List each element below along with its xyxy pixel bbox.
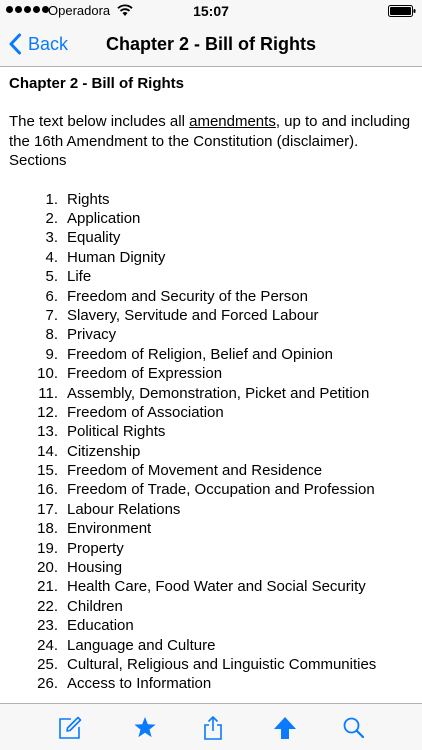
section-title-link[interactable]: Freedom of Expression xyxy=(67,365,223,383)
section-title-link[interactable]: Freedom of Religion, Belief and Opinion xyxy=(67,345,333,363)
section-number: 4. xyxy=(45,248,58,266)
section-title-link[interactable]: Education xyxy=(67,617,134,635)
intro-text-after: , up to and including the 16th Amendment to the Constitution (disclaimer). xyxy=(9,113,411,150)
section-title-link[interactable]: Freedom of Trade, Occupation and Profession xyxy=(67,481,375,499)
section-title-link[interactable]: Freedom and Security of the Person xyxy=(67,287,308,305)
arrow-up-icon[interactable] xyxy=(273,716,297,740)
section-list-item[interactable] xyxy=(9,577,413,596)
amendments-link[interactable]: amendments xyxy=(189,113,276,131)
section-number: 9. xyxy=(45,345,58,363)
section-list-item[interactable] xyxy=(9,597,413,616)
section-number: 1. xyxy=(45,190,58,208)
section-number: 25. xyxy=(37,656,58,673)
section-number: 6. xyxy=(45,287,58,305)
section-title-link[interactable]: Rights xyxy=(67,190,110,208)
section-number: 14. xyxy=(37,442,58,460)
document-heading: Chapter 2 - Bill of Rights xyxy=(9,75,185,92)
section-title-link[interactable]: Equality xyxy=(67,229,121,247)
section-list-item[interactable] xyxy=(9,364,413,383)
section-title-link[interactable]: Children xyxy=(67,597,123,615)
back-button-label: Back xyxy=(28,33,69,54)
section-list-item[interactable] xyxy=(9,519,413,538)
section-list-item[interactable] xyxy=(9,500,413,519)
section-number: 10. xyxy=(37,365,58,383)
section-list-item[interactable] xyxy=(9,287,413,306)
section-list-item[interactable] xyxy=(9,480,413,499)
section-list-item[interactable] xyxy=(9,209,413,228)
section-title-link[interactable]: Human Dignity xyxy=(67,248,166,266)
section-list-item[interactable] xyxy=(9,306,413,325)
section-title-link[interactable]: Application xyxy=(67,210,141,228)
section-number: 12. xyxy=(37,403,58,421)
section-list-item[interactable] xyxy=(9,422,413,441)
carrier-name: Operadora xyxy=(48,3,111,18)
section-number: 5. xyxy=(45,268,58,286)
section-number: 23. xyxy=(37,617,58,635)
intro-text-before: The text below includes all xyxy=(9,113,190,131)
section-number: 3. xyxy=(45,229,58,247)
section-title-link[interactable]: Access to Information xyxy=(67,675,212,693)
status-time: 15:07 xyxy=(193,3,229,19)
section-title-link[interactable]: Labour Relations xyxy=(67,500,181,518)
search-icon[interactable] xyxy=(342,716,366,740)
section-list-item[interactable] xyxy=(9,325,413,344)
section-number: 11. xyxy=(38,384,58,402)
intro-paragraph xyxy=(9,112,413,151)
section-title-link[interactable]: Language and Culture xyxy=(67,636,216,654)
section-list-item[interactable] xyxy=(9,616,413,635)
navigation-bar xyxy=(0,22,422,67)
section-number: 20. xyxy=(37,559,58,577)
section-number: 8. xyxy=(45,326,58,344)
section-number: 13. xyxy=(37,423,58,441)
section-list-item[interactable] xyxy=(9,267,413,286)
section-title-link[interactable]: Cultural, Religious and Linguistic Communities xyxy=(67,656,377,673)
share-icon[interactable] xyxy=(201,716,225,740)
section-number: 26. xyxy=(37,675,58,693)
section-title-link[interactable]: Housing xyxy=(67,559,123,577)
section-list-item[interactable] xyxy=(9,190,413,209)
compose-icon[interactable] xyxy=(58,716,82,740)
section-list-item[interactable] xyxy=(9,674,413,693)
section-title-link[interactable]: Property xyxy=(67,539,124,557)
star-icon[interactable] xyxy=(133,716,157,740)
section-number: 19. xyxy=(37,539,58,557)
section-list-item[interactable] xyxy=(9,539,413,558)
battery-icon xyxy=(388,5,416,17)
section-title-link[interactable]: Freedom of Movement and Residence xyxy=(67,462,323,480)
status-bar xyxy=(0,0,422,22)
section-list-item[interactable] xyxy=(9,442,413,461)
bottom-toolbar xyxy=(0,703,422,750)
section-list-item[interactable] xyxy=(9,558,413,577)
section-title-link[interactable]: Privacy xyxy=(67,326,117,344)
chevron-left-icon xyxy=(8,33,22,55)
section-list-item[interactable] xyxy=(9,384,413,403)
sections-label: Sections xyxy=(9,152,67,170)
page-title: Chapter 2 - Bill of Rights xyxy=(105,34,316,54)
section-title-link[interactable]: Freedom of Association xyxy=(67,403,224,421)
section-title-link[interactable]: Life xyxy=(67,268,92,286)
section-number: 7. xyxy=(45,306,58,324)
section-list-item[interactable] xyxy=(9,345,413,364)
section-number: 18. xyxy=(37,520,58,538)
section-title-link[interactable]: Assembly, Demonstration, Picket and Petition xyxy=(67,384,370,402)
section-list-item[interactable] xyxy=(9,403,413,422)
section-number: 16. xyxy=(37,481,58,499)
document-content[interactable] xyxy=(0,67,422,704)
section-list-item[interactable] xyxy=(9,248,413,267)
section-list-item[interactable] xyxy=(9,228,413,247)
section-title-link[interactable]: Slavery, Servitude and Forced Labour xyxy=(67,306,319,324)
section-number: 17. xyxy=(37,500,58,518)
section-title-link[interactable]: Health Care, Food Water and Social Security xyxy=(67,578,366,596)
section-number: 15. xyxy=(37,462,58,480)
section-list-item[interactable] xyxy=(9,655,413,674)
section-title-link[interactable]: Environment xyxy=(67,520,152,538)
section-list-item[interactable] xyxy=(9,636,413,655)
section-number: 24. xyxy=(37,636,58,654)
section-list-item[interactable] xyxy=(9,461,413,480)
section-title-link[interactable]: Citizenship xyxy=(67,442,141,460)
section-title-link[interactable]: Political Rights xyxy=(67,423,166,441)
section-list xyxy=(9,190,413,694)
section-number: 22. xyxy=(37,597,58,615)
section-number: 2. xyxy=(45,210,58,228)
section-number: 21. xyxy=(37,578,58,596)
back-button[interactable] xyxy=(8,22,68,66)
